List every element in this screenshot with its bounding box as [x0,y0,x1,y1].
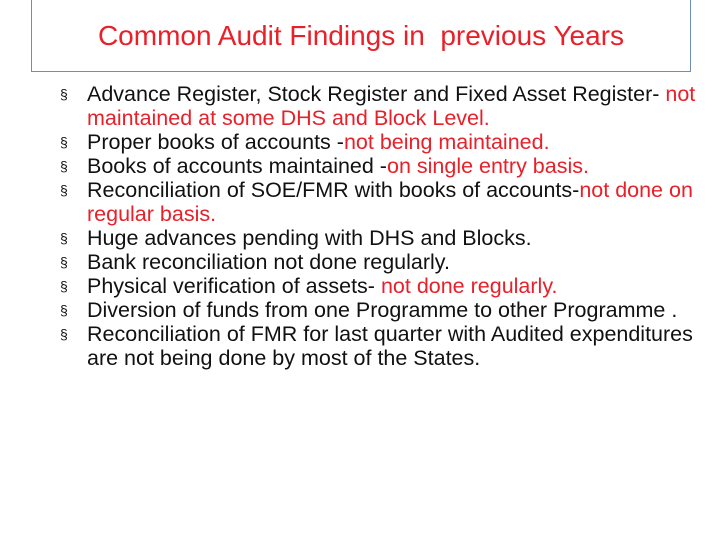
finding-highlight: not done on regular basis. [87,178,693,226]
finding-text: Reconciliation of FMR for last quarter with Audited expenditures are not being done by most of the States. [87,322,693,370]
finding-text: Reconciliation of SOE/FMR with books of accounts- [87,178,580,202]
finding-item [60,130,700,154]
finding-text: Advance Register, Stock Register and Fixed Asset Register- [87,82,666,106]
section-sign-icon: § [60,134,68,150]
section-sign-icon: § [60,302,68,318]
section-sign-icon: § [60,326,68,342]
finding-text: Proper books of accounts - [87,130,344,154]
finding-highlight: on single entry basis. [386,154,589,178]
finding-item [60,274,700,298]
finding-item [60,154,700,178]
finding-text: Diversion of funds from one Programme to other Programme . [87,298,678,322]
finding-item [60,250,700,274]
slide-title: Common Audit Findings in previous Years [97,20,625,51]
finding-item [60,298,700,322]
finding-highlight: not done regularly. [380,274,558,298]
finding-highlight: not being maintained. [343,130,550,154]
section-sign-icon: § [60,230,68,246]
finding-item [60,82,700,130]
finding-text: Bank reconciliation not done regularly. [87,250,450,274]
finding-text: Physical verification of assets- [87,274,381,298]
finding-item [60,178,700,226]
finding-item [60,322,700,370]
section-sign-icon: § [60,254,68,270]
section-sign-icon: § [60,158,68,174]
title-box [31,0,691,72]
section-sign-icon: § [60,182,68,198]
section-sign-icon: § [60,278,68,294]
finding-highlight: not maintained at some DHS and Block Level. [87,82,696,130]
finding-item [60,226,700,250]
finding-text: Books of accounts maintained - [87,154,387,178]
section-sign-icon: § [60,86,68,102]
findings-list [60,82,700,370]
finding-text: Huge advances pending with DHS and Blocks. [87,226,532,250]
